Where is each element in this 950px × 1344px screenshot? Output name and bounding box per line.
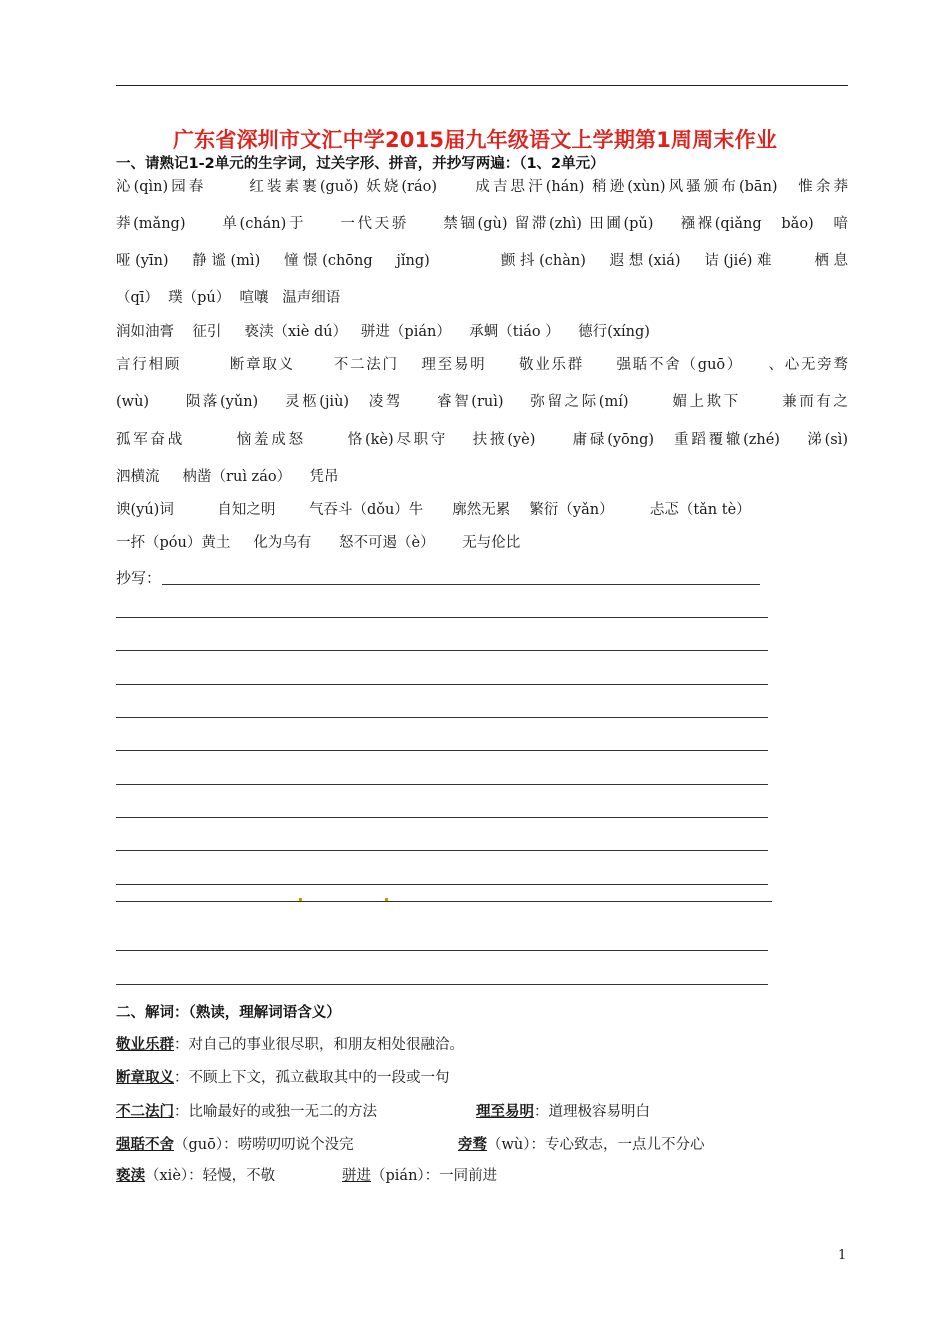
section2-heading: 二、解词：（熟读，理解词语含义） [116, 1005, 341, 1021]
definition-term: 理至易明 [476, 1104, 534, 1120]
definition-pinyin: （guō） [174, 1137, 224, 1153]
vocab-line: 哑(yīn) 静谧(mì) 憧憬(chōng jǐng) 颤抖(chàn) 遐想(xiá) 诘(jié)难 栖息 [116, 253, 848, 269]
vocab-line: 言行相顾 断章取义 不二法门 理至易明 敬业乐群 强聒不舍（guō） 、心无旁骛 [116, 357, 848, 373]
definition-pinyin: （pián） [371, 1168, 425, 1184]
vocab-line: (wù) 陨落(yǔn) 灵柩(jiù) 凌驾 睿智(ruì) 弥留之际(mí) 媚上欺下 兼而有之 [116, 394, 848, 410]
copy-writing-line[interactable] [116, 901, 772, 902]
definition-text: ：对自己的事业很尽职，和朋友相处很融洽。 [174, 1037, 464, 1053]
vocab-line: （qī） 璞（pú） 喧嚷 温声细语 [116, 290, 341, 306]
copy-writing-line[interactable] [116, 850, 768, 851]
copy-writing-line[interactable] [116, 650, 768, 651]
definition-term: 敬业乐群 [116, 1037, 174, 1053]
definition-text: ：道理极容易明白 [534, 1104, 650, 1120]
definition-term: 亵渎 [116, 1168, 145, 1184]
copy-writing-line[interactable] [116, 617, 768, 618]
vocab-line: 一抔（póu）黄土 化为乌有 怒不可遏（è） 无与伦比 [116, 535, 521, 551]
definition-item [458, 1133, 705, 1154]
header-rule [116, 85, 848, 86]
vocab-line: 泗横流 枘凿（ruì záo） 凭吊 [116, 469, 339, 485]
definition-term: 强聒不舍 [116, 1137, 174, 1153]
copy-writing-line[interactable] [116, 884, 768, 885]
copy-writing-line[interactable] [116, 717, 768, 718]
definition-term: 骈进 [342, 1168, 371, 1184]
definition-text: ：专心致志，一点儿不分心 [530, 1137, 705, 1153]
definition-item [116, 1033, 464, 1054]
definition-term: 断章取义 [116, 1070, 174, 1086]
copy-writing-line[interactable] [116, 750, 768, 751]
vocab-line: 沁(qìn)园春 红装素裹(guǒ) 妖娆(ráo) 成吉思汗(hán) 稍逊(xùn)风骚颁布(bān) 惟余莽 [116, 179, 848, 195]
definition-item [116, 1066, 450, 1087]
definition-item [116, 1100, 377, 1121]
definition-term: 不二法门 [116, 1104, 174, 1120]
page-title: 广东省深圳市文汇中学2015届九年级语文上学期第1周周末作业 [172, 128, 778, 152]
copy-writing-line[interactable] [116, 784, 768, 785]
vocab-line: 润如油膏 征引 亵渎（xiè dú） 骈进（pián） 承蜩（tiáo ） 德行(xíng) [116, 324, 650, 340]
definition-item [116, 1133, 354, 1154]
section1-heading: 一、请熟记1-2单元的生字词，过关字形、拼音，并抄写两遍：（1、2单元） [116, 156, 605, 172]
copy-writing-line[interactable] [162, 584, 760, 585]
definition-text: ：轻慢，不敬 [188, 1168, 276, 1184]
vocab-line: 孤军奋战 恼羞成怒 恪(kè)尽职守 扶掖(yè) 庸碌(yōng) 重蹈覆辙(zhé) 涕(sì) [116, 432, 848, 448]
page-number: 1 [838, 1248, 847, 1263]
copy-label: 抄写： [116, 569, 162, 587]
definition-text: ：一同前进 [424, 1168, 498, 1184]
definition-item [116, 1164, 275, 1185]
marker-dot [299, 898, 302, 901]
definition-pinyin: （wù） [487, 1137, 531, 1153]
vocab-line: 谀(yú)词 自知之明 气吞斗（dǒu）牛 廓然无累 繁衍（yǎn） 忐忑（tǎn tè） [116, 502, 751, 518]
definition-item [476, 1100, 650, 1121]
copy-writing-line[interactable] [116, 984, 768, 985]
vocab-line: 莽(mǎng) 单(chán)于 一代天骄 禁锢(gù) 留滞(zhì) 田圃(pǔ) 襁褓(qiǎng bǎo) 喑 [116, 216, 848, 232]
definition-item [342, 1164, 497, 1185]
definition-text: ：不顾上下文，孤立截取其中的一段或一句 [174, 1070, 450, 1086]
copy-writing-line[interactable] [116, 817, 768, 818]
definition-term: 旁骛 [458, 1137, 487, 1153]
marker-dot [385, 898, 388, 901]
definition-text: ：比喻最好的或独一无二的方法 [174, 1104, 377, 1120]
copy-writing-line[interactable] [116, 950, 768, 951]
definition-pinyin: （xiè） [145, 1168, 189, 1184]
definition-text: ：唠唠叨叨说个没完 [223, 1137, 354, 1153]
copy-writing-line[interactable] [116, 684, 768, 685]
